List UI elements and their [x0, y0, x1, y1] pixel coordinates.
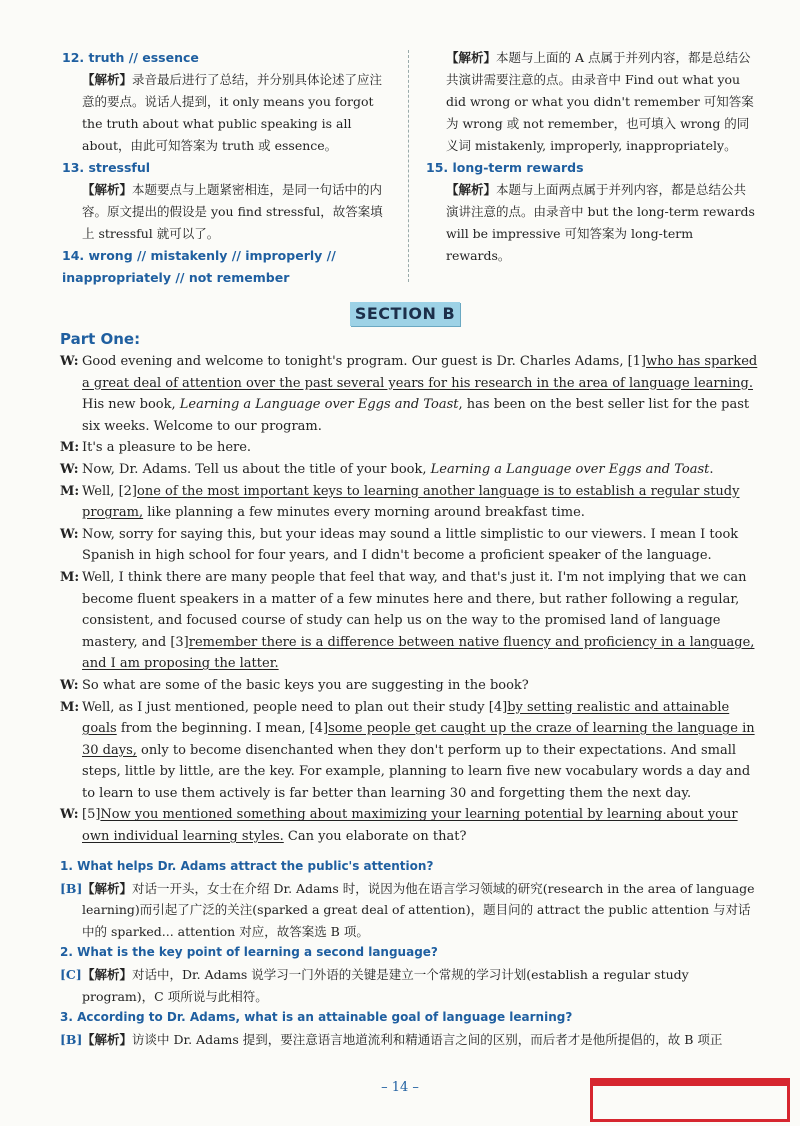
answer-option: [B] [60, 880, 83, 896]
dialogue-turn [60, 459, 760, 481]
dialogue-text: . [709, 461, 714, 477]
speaker-label: W: [60, 461, 79, 477]
speaker-label: W: [60, 807, 79, 823]
dialogue-text: Well, as I just mentioned, people need to plan out their study [4] [82, 699, 508, 715]
explanation-text: 本题与上面两点属于并列内容，都是总结公共演讲注意的点。由录音中 but the long-term rewards will be impressive 可知答案为 long-term rewards。 [446, 182, 755, 263]
dialogue-text: only to become disenchanted when they don't perform up to their expectations. And small steps, little by little, are the key. For example, planning to learn five new vocabulary words a day and to learn to use them actively is far better than learning 30 and forgetting them the next day. [82, 742, 751, 801]
dialogue-text: Well, I think there are many people that feel that way, and that's just it. I'm not implying that we can become fluent speakers in a matter of a few minutes here and there, but rather following a regular, consistent, and focused course of study can help us on the way to the promised land of language mastery, and [3] [82, 569, 747, 650]
dialogue-turn [60, 524, 760, 567]
explanation-text: 本题要点与上题紧密相连，是同一句话中的内容。原文提出的假设是 you find stressful，故答案填上 stressful 就可以了。 [82, 182, 383, 241]
book-title: Learning a Language over Eggs and Toast [430, 461, 710, 477]
question-heading: 2. What is the key point of learning a second language? [60, 945, 438, 960]
dialogue-text: [5] [82, 807, 101, 823]
dialogue-text: So what are some of the basic keys you are suggesting in the book? [82, 677, 529, 693]
dialogue-turn [60, 675, 760, 697]
answer-15 [426, 157, 756, 267]
page-number: – 14 – [381, 1080, 419, 1095]
dialogue-text: It's a pleasure to be here. [82, 440, 252, 456]
dialogue-text: , has been on the best seller list for the past six weeks. Welcome to our program. [82, 397, 750, 434]
right-answer-column [426, 47, 756, 267]
explanation-label: 【解析】 [446, 50, 497, 65]
dialogue-turn [60, 437, 760, 459]
answer-14-explanation [426, 47, 756, 157]
part-title: Part One: [60, 330, 141, 348]
explanation-label: 【解析】 [82, 72, 133, 87]
answer-heading: 13. stressful [62, 160, 151, 175]
explanation-label: 【解析】 [82, 966, 133, 982]
dialogue-text: Well, [2] [82, 483, 137, 499]
question-list [60, 856, 760, 1050]
answer-option: [C] [60, 966, 82, 982]
answer-14 [62, 245, 392, 289]
speaker-label: W: [60, 354, 79, 369]
answer-heading: 15. long-term rewards [426, 160, 584, 175]
section-title: SECTION B [350, 302, 460, 326]
dialogue-transcript [60, 351, 760, 848]
dialogue-turn [60, 697, 760, 805]
underlined-answer-text: one of the most important keys to learning another language is to establish a regular study program, [82, 483, 740, 521]
speaker-label: M: [60, 699, 80, 715]
explanation-label: 【解析】 [82, 1031, 133, 1047]
answer-explanation [426, 179, 756, 267]
speaker-label: M: [60, 440, 80, 456]
explanation-text: 录音最后进行了总结，并分别具体论述了应注意的要点。说话人提到，it only means you forgot the truth about what public speaking is all about，由此可知答案为 truth 或 essence。 [82, 72, 383, 153]
answer-explanation [62, 69, 392, 157]
dialogue-turn [60, 351, 760, 437]
speaker-label: M: [60, 569, 80, 585]
answer-13 [62, 157, 392, 245]
speaker-label: W: [60, 526, 79, 542]
answer-heading: 12. truth // essence [62, 50, 199, 65]
explanation-text: 访谈中 Dr. Adams 提到，要注意语言地道流利和精通语言之间的区别，而后者才是他所提倡的，故 B 项正 [132, 1031, 723, 1047]
column-divider [408, 50, 410, 282]
dialogue-turn [60, 804, 760, 847]
dialogue-text: like planning a few minutes every morning around breakfast time. [143, 505, 585, 521]
question-answer [60, 1029, 760, 1051]
dialogue-text: Now, sorry for saying this, but your ideas may sound a little simplistic to our viewers. I mean I took Spanish in high school for four years, and I didn't become a proficient speaker of the language. [82, 526, 739, 564]
explanation-label: 【解析】 [446, 182, 497, 197]
dialogue-text: Now, Dr. Adams. Tell us about the title of your book, [82, 461, 431, 477]
speaker-label: W: [60, 677, 79, 693]
explanation-label: 【解析】 [82, 880, 133, 896]
dialogue-turn [60, 567, 760, 675]
underlined-answer-text: Now you mentioned something about maximizing your learning potential by learning about your own individual learning styles. [82, 807, 738, 845]
answer-option: [B] [60, 1031, 83, 1047]
explanation-label: 【解析】 [82, 182, 133, 197]
underlined-answer-text: remember there is a difference between native fluency and proficiency in a language, and I am proposing the latter. [82, 634, 755, 672]
answer-explanation [426, 47, 756, 157]
underlined-answer-text: some people get caught up the craze of learning the language in 30 days, [82, 721, 755, 758]
dialogue-text: His new book, [82, 397, 180, 413]
red-stamp-box [590, 1082, 790, 1122]
question-answer [60, 878, 760, 943]
dialogue-text: Good evening and welcome to tonight's program. Our guest is Dr. Charles Adams, [1] [82, 354, 647, 369]
underlined-answer-text: by setting realistic and attainable goals [82, 699, 730, 737]
answer-heading: 14. wrong // mistakenly // improperly // inappropriately // not remember [62, 248, 336, 285]
dialogue-text: from the beginning. I mean, [4] [116, 721, 329, 737]
explanation-text: 对话一开头，女士在介绍 Dr. Adams 时，说因为他在语言学习领域的研究(research in the area of language learning)而引起了广泛的关注(sparked a great deal of attention)，题目问的 attract the public attention 与对话中的 sparked... attention 对应，故答案选 B 项。 [82, 880, 755, 939]
answer-explanation [62, 179, 392, 245]
question-heading: 1. What helps Dr. Adams attract the public's attention? [60, 859, 434, 873]
speaker-label: M: [60, 483, 80, 499]
underlined-answer-text: who has sparked a great deal of attention over the past several years for his research in the area of language learning. [82, 354, 758, 391]
explanation-text: 本题与上面的 A 点属于并列内容，都是总结公共演讲需要注意的点。由录音中 Find out what you did wrong or what you didn't remember 可知答案为 wrong 或 not remember，也可填入 wrong 的同义词 mistakenly, improperly, inappropriately。 [446, 50, 754, 153]
dialogue-text: Can you elaborate on that? [283, 829, 467, 845]
explanation-text: 对话中，Dr. Adams 说学习一门外语的关键是建立一个常规的学习计划(establish a regular study program)，C 项所说与此相符。 [82, 966, 689, 1004]
question-answer [60, 964, 760, 1007]
answer-12 [62, 47, 392, 157]
book-title: Learning a Language over Eggs and Toast [179, 397, 459, 413]
question-heading: 3. According to Dr. Adams, what is an attainable goal of language learning? [60, 1010, 573, 1025]
dialogue-turn [60, 481, 760, 524]
left-answer-column [62, 47, 392, 289]
